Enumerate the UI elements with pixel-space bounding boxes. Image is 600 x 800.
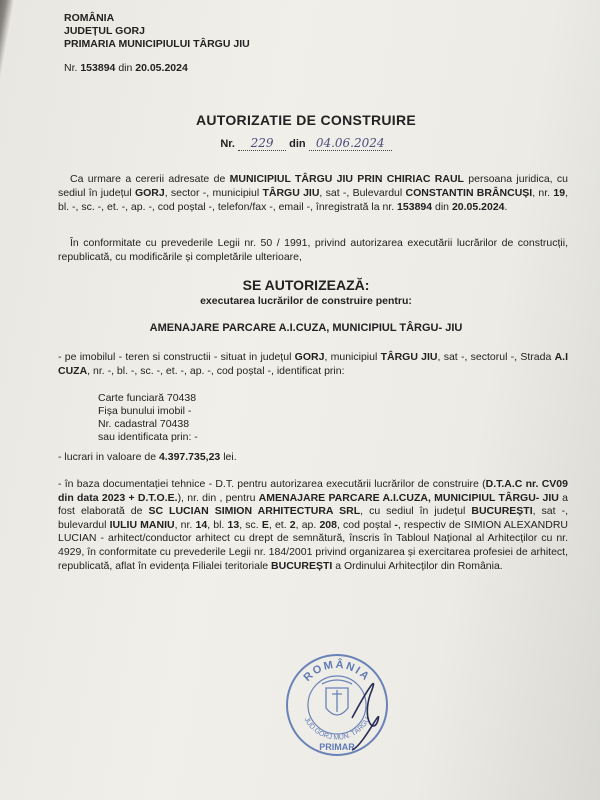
authorization-subheading: executarea lucrărilor de construire pentru: bbox=[200, 295, 412, 307]
handwritten-authorization-number: 229 bbox=[238, 136, 286, 151]
project-name: AMENAJARE PARCARE A.I.CUZA, MUNICIPIUL TÂRGU- JIU bbox=[149, 322, 463, 334]
property-paragraph: - pe imobilul - teren si constructii - situat in județul GORJ, municipiul TÂRGU JIU, sat -, sectorul -, Strada A.I CUZA, nr. -, bl. -, sc. -, et. -, ap. -, cod poștal -, identificat prin: bbox=[58, 351, 568, 377]
official-stamp bbox=[282, 650, 392, 760]
country-name: ROMÂNIA bbox=[64, 12, 115, 24]
land-book-line: Carte funciară 70438 bbox=[98, 392, 197, 404]
stamp-seal-icon bbox=[282, 650, 392, 760]
handwritten-authorization-date: 04.06.2024 bbox=[309, 136, 392, 151]
registration-number-line: Nr. 153894 din 20.05.2024 bbox=[64, 62, 188, 74]
county-name: JUDEȚUL GORJ bbox=[64, 25, 145, 37]
authorization-number-line: Nr. 229 din 04.06.2024 bbox=[12, 136, 600, 151]
works-value-line: - lucrari in valoare de 4.397.735,23 lei. bbox=[58, 451, 237, 463]
issuer-header bbox=[64, 12, 250, 51]
registration-date: 20.05.2024 bbox=[135, 62, 188, 74]
stamp-role-text: PRIMAR bbox=[319, 742, 355, 752]
stamp-top-text: ROMÂNIA bbox=[301, 658, 373, 684]
coat-of-arms-icon bbox=[322, 680, 352, 715]
stamp-bottom-text: JUD.GORJ MUN. TÂRGU bbox=[302, 716, 372, 742]
other-identification-line: sau identificata prin: - bbox=[98, 431, 198, 443]
technical-documentation-paragraph: - în baza documentației tehnice - D.T. pentru autorizarea executării lucrărilor de construire (D.T.A.C nr. CV09 din data 2023 + D.T.O.E.), nr. din , pentru AMENAJARE PARCARE A.I.CUZA, MUNICIPIUL TÂRGU- JIU a fost elaborată de SC LUCIAN SIMION ARHITECTURA SRL, cu sediul în județul BUCUREȘTI, sat -, bulevardul IULIU MANIU, nr. 14, bl. 13, sc. E, et. 2, ap. 208, cod poștal -, respectiv de SIMION ALEXANDRU LUCIAN - arhitect/conductor arhitect cu drept de semnătură, înscris în Tabloul Național al Arhitecților cu nr. 4929, în conformitate cu prevederile Legii nr. 184/2001 privind organizarea și exercitarea profesiei de arhitect, republicată, aflat în evidența Filialei teritoriale BUCUREȘTI a Ordinului Arhitecților din România. bbox=[58, 478, 568, 572]
legal-basis-paragraph: În conformitate cu prevederile Legii nr. 50 / 1991, privind autorizarea executării lucrărilor de construcții, republicată, cu modificările și completările ulterioare, bbox=[58, 237, 568, 263]
registration-number: 153894 bbox=[80, 62, 116, 74]
document-page bbox=[12, 0, 600, 800]
city-hall-name: PRIMARIA MUNICIPIULUI TÂRGU JIU bbox=[64, 38, 250, 50]
works-value-amount: 4.397.735,23 bbox=[158, 451, 221, 463]
authorization-heading: SE AUTORIZEAZĂ: bbox=[242, 277, 370, 293]
request-paragraph: Ca urmare a cererii adresate de MUNICIPIUL TÂRGU JIU PRIN CHIRIAC RAUL persoana juridica, cu sediul în județul GORJ, sector -, municipiul TÂRGU JIU, sat -, Bulevardul CONSTANTIN BRÂNCUȘI, nr. 19, bl. -, sc. -, et. -, ap. -, cod poștal -, telefon/fax -, email -, înregistrată la nr. 153894 din 20.05.2024. bbox=[58, 173, 569, 213]
property-identification bbox=[98, 392, 198, 444]
cadastral-number-line: Nr. cadastral 70438 bbox=[98, 418, 190, 430]
asset-sheet-line: Fișa bunului imobil - bbox=[98, 405, 192, 417]
document-title: AUTORIZATIE DE CONSTRUIRE bbox=[195, 112, 417, 128]
